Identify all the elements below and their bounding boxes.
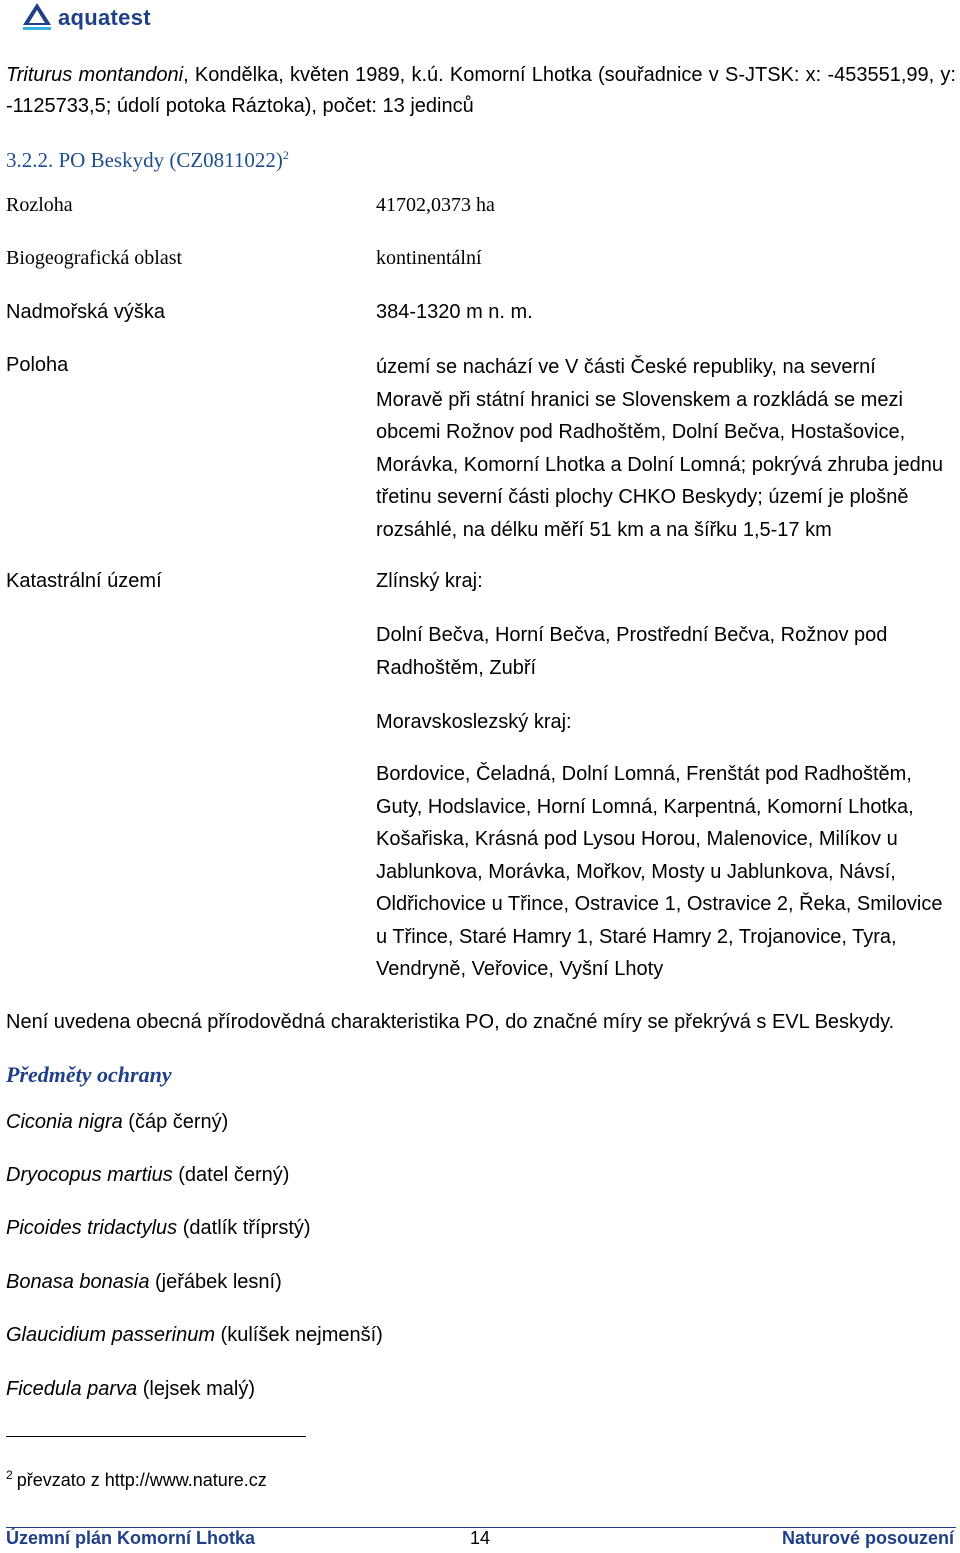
species-latin: Ficedula parva [6, 1378, 138, 1400]
zlinsky-value: Dolní Bečva, Horní Bečva, Prostřední Bečva, Rožnov pod Radhoštěm, Zubří [376, 624, 888, 679]
species-common: (jeřábek lesní) [149, 1271, 282, 1293]
footnote-number: 2 [6, 1468, 13, 1482]
species-latin: Bonasa bonasia [6, 1271, 150, 1293]
footer-right: Naturové posouzení [781, 1528, 954, 1548]
rozloha-value: 41702,0373 ha [376, 194, 495, 216]
rozloha-label: Rozloha [6, 194, 73, 216]
footnote-ref: 2 [282, 148, 289, 162]
poloha-value: území se nachází ve V části České republiky, na severní Moravě při státní hranici se Slovenskem a rozkládá se mezi obcemi Rožnov pod Radhoštěm, Dolní Bečva, Hostašovice, Morávka, Komorní Lhotka a Dolní Lomná; pokrývá zhruba jednu třetinu severní části plochy CHKO Beskydy; území je plošně rozsáhlé, na délku měří 51 km a na šířku 1,5-17 km [376, 356, 943, 541]
species-common: (čáp černý) [122, 1111, 229, 1133]
species-latin: Glaucidium passerinum [6, 1324, 215, 1346]
note-text: Není uvedena obecná přírodovědná charakteristika PO, do značné míry se překrývá s EVL Beskydy. [6, 1011, 895, 1033]
vyska-label: Nadmořská výška [6, 301, 165, 323]
aquatest-logo [20, 0, 151, 36]
page-number: 14 [470, 1528, 491, 1548]
species-common: (datlík tříprstý) [177, 1217, 311, 1239]
footer-left: Územní plán Komorní Lhotka [6, 1528, 256, 1548]
species-item [6, 1378, 255, 1401]
footnote [6, 1468, 267, 1491]
oblast-label: Biogeografická oblast [6, 247, 183, 269]
footnote-divider [6, 1436, 306, 1437]
species-common: (kulíšek nejmenší) [214, 1324, 383, 1346]
katastr-label: Katastrální území [6, 570, 162, 592]
intro-species: Triturus montandoni [6, 64, 184, 86]
poloha-label: Poloha [6, 354, 69, 376]
species-item [6, 1217, 311, 1240]
species-item [6, 1111, 228, 1134]
vyska-value: 384-1320 m n. m. [376, 301, 533, 323]
species-item [6, 1164, 289, 1187]
section-title-text: 3.2.2. PO Beskydy (CZ0811022) [6, 148, 283, 172]
section-title [6, 148, 289, 173]
zlinsky-label: Zlínský kraj: [376, 570, 483, 592]
species-item [6, 1271, 282, 1294]
species-latin: Dryocopus martius [6, 1164, 173, 1186]
species-item [6, 1324, 383, 1347]
footnote-text: převzato z http://www.nature.cz [16, 1470, 267, 1490]
logo-text: aquatest [58, 5, 151, 30]
intro-text: , Kondělka, květen 1989, k.ú. Komorní Lhotka (souřadnice v S-JTSK: x: -453551,99, y: -1125733,5; údolí potoka Ráztoka), počet: 13 jedinců [6, 64, 956, 117]
moravsko-value: Bordovice, Čeladná, Dolní Lomná, Frenštát pod Radhoštěm, Guty, Hodslavice, Horní Lomná, Karpentná, Komorní Lhotka, Košařiska, Krásná pod Lysou Horou, Malenovice, Milíkov u Jablunkova, Morávka, Mořkov, Mosty u Jablunkova, Návsí, Oldřichovice u Třince, Ostravice 1, Ostravice 2, Řeka, Smilovice u Třince, Staré Hamry 1, Staré Hamry 2, Trojanovice, Tyra, Vendryně, Veřovice, Vyšní Lhoty [376, 763, 943, 980]
drop-logo-icon [20, 1, 54, 35]
species-common: (lejsek malý) [137, 1378, 255, 1400]
species-latin: Ciconia nigra [6, 1111, 123, 1133]
moravsko-label: Moravskoslezský kraj: [376, 711, 572, 733]
species-latin: Picoides tridactylus [6, 1217, 178, 1239]
oblast-value: kontinentální [376, 247, 482, 269]
intro-paragraph [6, 60, 956, 122]
subjects-heading: Předměty ochrany [6, 1062, 172, 1087]
species-common: (datel černý) [172, 1164, 290, 1186]
